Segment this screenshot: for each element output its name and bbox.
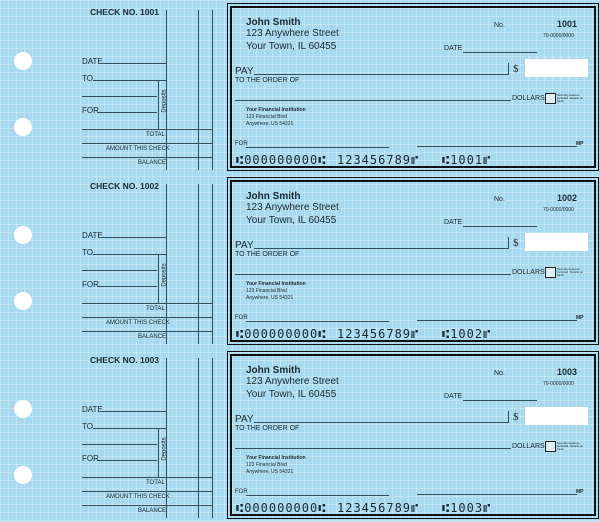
security-note: Security features included. Details on back. [557, 441, 584, 451]
payee-line[interactable] [254, 248, 508, 249]
security-note: Security features included. Details on back. [557, 93, 584, 103]
micr-check-number: ⑆1001⑈ [442, 153, 492, 167]
check-body [230, 354, 596, 516]
bank-street: 123 Financial Blvd [246, 462, 287, 468]
stub-for-label: FOR [82, 454, 99, 463]
deposits-label: Deposits [161, 89, 168, 113]
payee-line[interactable] [254, 74, 508, 75]
micr-account: 123456789⑈ [337, 327, 420, 341]
dollars-label: DOLLARS [512, 443, 545, 450]
check-section [0, 0, 600, 174]
stub-for-line[interactable] [97, 112, 157, 113]
binder-hole [14, 466, 32, 484]
stub-for-label: FOR [82, 106, 99, 115]
to-the-order-of-label: TO THE ORDER OF [235, 425, 300, 432]
stub-date-line[interactable] [101, 63, 166, 64]
bank-street: 123 Financial Blvd [246, 114, 287, 120]
balance-label: BALANCE [138, 160, 167, 166]
stub-date-label: DATE [82, 405, 103, 414]
amount-box[interactable] [525, 59, 588, 77]
memo-line[interactable] [246, 321, 389, 322]
stub-check-number: CHECK NO. 1003 [90, 355, 159, 365]
mp-label: MP [576, 315, 584, 321]
deposits-label: Deposits [161, 437, 168, 461]
owner-name: John Smith [246, 191, 301, 202]
date-line[interactable] [463, 52, 537, 53]
signature-line[interactable] [417, 494, 577, 495]
balance-label: BALANCE [138, 334, 167, 340]
dollar-sign: $ [513, 411, 519, 423]
stub-to-label: TO [82, 422, 93, 431]
bank-name: Your Financial Institution [246, 107, 306, 113]
memo-line[interactable] [246, 495, 389, 496]
stub-for-line[interactable] [97, 460, 157, 461]
stub-line [82, 444, 157, 445]
signature-line[interactable] [417, 146, 577, 147]
stub-check-number: CHECK NO. 1002 [90, 181, 159, 191]
deposits-label: Deposits [161, 263, 168, 287]
security-note: Security features included. Details on back. [557, 267, 584, 277]
stub-date-line[interactable] [101, 237, 166, 238]
amount-words-line[interactable] [235, 448, 511, 449]
padlock-icon [545, 267, 556, 278]
bank-name: Your Financial Institution [246, 281, 306, 287]
micr-routing: ⑆000000000⑆ [236, 153, 327, 167]
amount-box[interactable] [525, 233, 588, 251]
stub-line [82, 96, 157, 97]
routing-fraction: 70-0000/0000 [543, 207, 574, 213]
owner-city: Your Town, IL 60455 [246, 41, 337, 52]
total-label: TOTAL [146, 480, 165, 486]
binder-hole [14, 52, 32, 70]
date-label: DATE [444, 219, 463, 226]
date-line[interactable] [463, 400, 537, 401]
amount-this-check-label: AMOUNT THIS CHECK [106, 320, 170, 326]
payee-line[interactable] [254, 422, 508, 423]
mp-label: MP [576, 489, 584, 495]
binder-hole [14, 400, 32, 418]
owner-name: John Smith [246, 365, 301, 376]
owner-street: 123 Anywhere Street [246, 28, 339, 39]
micr-account: 123456789⑈ [337, 153, 420, 167]
dollar-sign: $ [513, 63, 519, 75]
check-section [0, 348, 600, 522]
owner-street: 123 Anywhere Street [246, 376, 339, 387]
amount-this-check-label: AMOUNT THIS CHECK [106, 494, 170, 500]
no-label: No. [494, 370, 505, 377]
balance-label: BALANCE [138, 508, 167, 514]
owner-city: Your Town, IL 60455 [246, 215, 337, 226]
pay-label: PAY [235, 240, 254, 251]
memo-label: FOR [235, 141, 248, 147]
bank-city: Anywhere, US 54321 [246, 121, 294, 127]
stub-to-line[interactable] [93, 80, 166, 81]
binder-hole [14, 226, 32, 244]
stub-check-number: CHECK NO. 1001 [90, 7, 159, 17]
memo-line[interactable] [246, 147, 389, 148]
bank-street: 123 Financial Blvd [246, 288, 287, 294]
dollars-label: DOLLARS [512, 269, 545, 276]
check-number: 1002 [557, 193, 578, 203]
check-body [230, 6, 596, 168]
bank-city: Anywhere, US 54321 [246, 469, 294, 475]
mp-label: MP [576, 141, 584, 147]
to-the-order-of-label: TO THE ORDER OF [235, 77, 300, 84]
micr-routing: ⑆000000000⑆ [236, 501, 327, 515]
owner-street: 123 Anywhere Street [246, 202, 339, 213]
amount-words-line[interactable] [235, 274, 511, 275]
check-body [230, 180, 596, 342]
padlock-icon [545, 441, 556, 452]
micr-account: 123456789⑈ [337, 501, 420, 515]
stub-date-label: DATE [82, 57, 103, 66]
stub-to-line[interactable] [93, 428, 166, 429]
date-label: DATE [444, 393, 463, 400]
owner-name: John Smith [246, 17, 301, 28]
micr-check-number: ⑆1002⑈ [442, 327, 492, 341]
stub-for-line[interactable] [97, 286, 157, 287]
memo-label: FOR [235, 489, 248, 495]
date-label: DATE [444, 45, 463, 52]
pay-label: PAY [235, 66, 254, 77]
micr-check-number: ⑆1003⑈ [442, 501, 492, 515]
micr-routing: ⑆000000000⑆ [236, 327, 327, 341]
binder-hole [14, 118, 32, 136]
amount-box[interactable] [525, 407, 588, 425]
check-number: 1001 [557, 19, 578, 29]
stub-to-line[interactable] [93, 254, 166, 255]
check-section [0, 174, 600, 348]
pay-label: PAY [235, 414, 254, 425]
binder-hole [14, 292, 32, 310]
total-label: TOTAL [146, 306, 165, 312]
routing-fraction: 70-0000/0000 [543, 381, 574, 387]
stub-date-label: DATE [82, 231, 103, 240]
routing-fraction: 70-0000/0000 [543, 33, 574, 39]
owner-city: Your Town, IL 60455 [246, 389, 337, 400]
no-label: No. [494, 22, 505, 29]
stub-line [82, 270, 157, 271]
signature-line[interactable] [417, 320, 577, 321]
bank-city: Anywhere, US 54321 [246, 295, 294, 301]
date-line[interactable] [463, 226, 537, 227]
amount-this-check-label: AMOUNT THIS CHECK [106, 146, 170, 152]
total-label: TOTAL [146, 132, 165, 138]
stub-to-label: TO [82, 248, 93, 257]
memo-label: FOR [235, 315, 248, 321]
padlock-icon [545, 93, 556, 104]
dollars-label: DOLLARS [512, 95, 545, 102]
stub-to-label: TO [82, 74, 93, 83]
amount-words-line[interactable] [235, 100, 511, 101]
to-the-order-of-label: TO THE ORDER OF [235, 251, 300, 258]
check-number: 1003 [557, 367, 578, 377]
no-label: No. [494, 196, 505, 203]
stub-for-label: FOR [82, 280, 99, 289]
dollar-sign: $ [513, 237, 519, 249]
stub-date-line[interactable] [101, 411, 166, 412]
bank-name: Your Financial Institution [246, 455, 306, 461]
